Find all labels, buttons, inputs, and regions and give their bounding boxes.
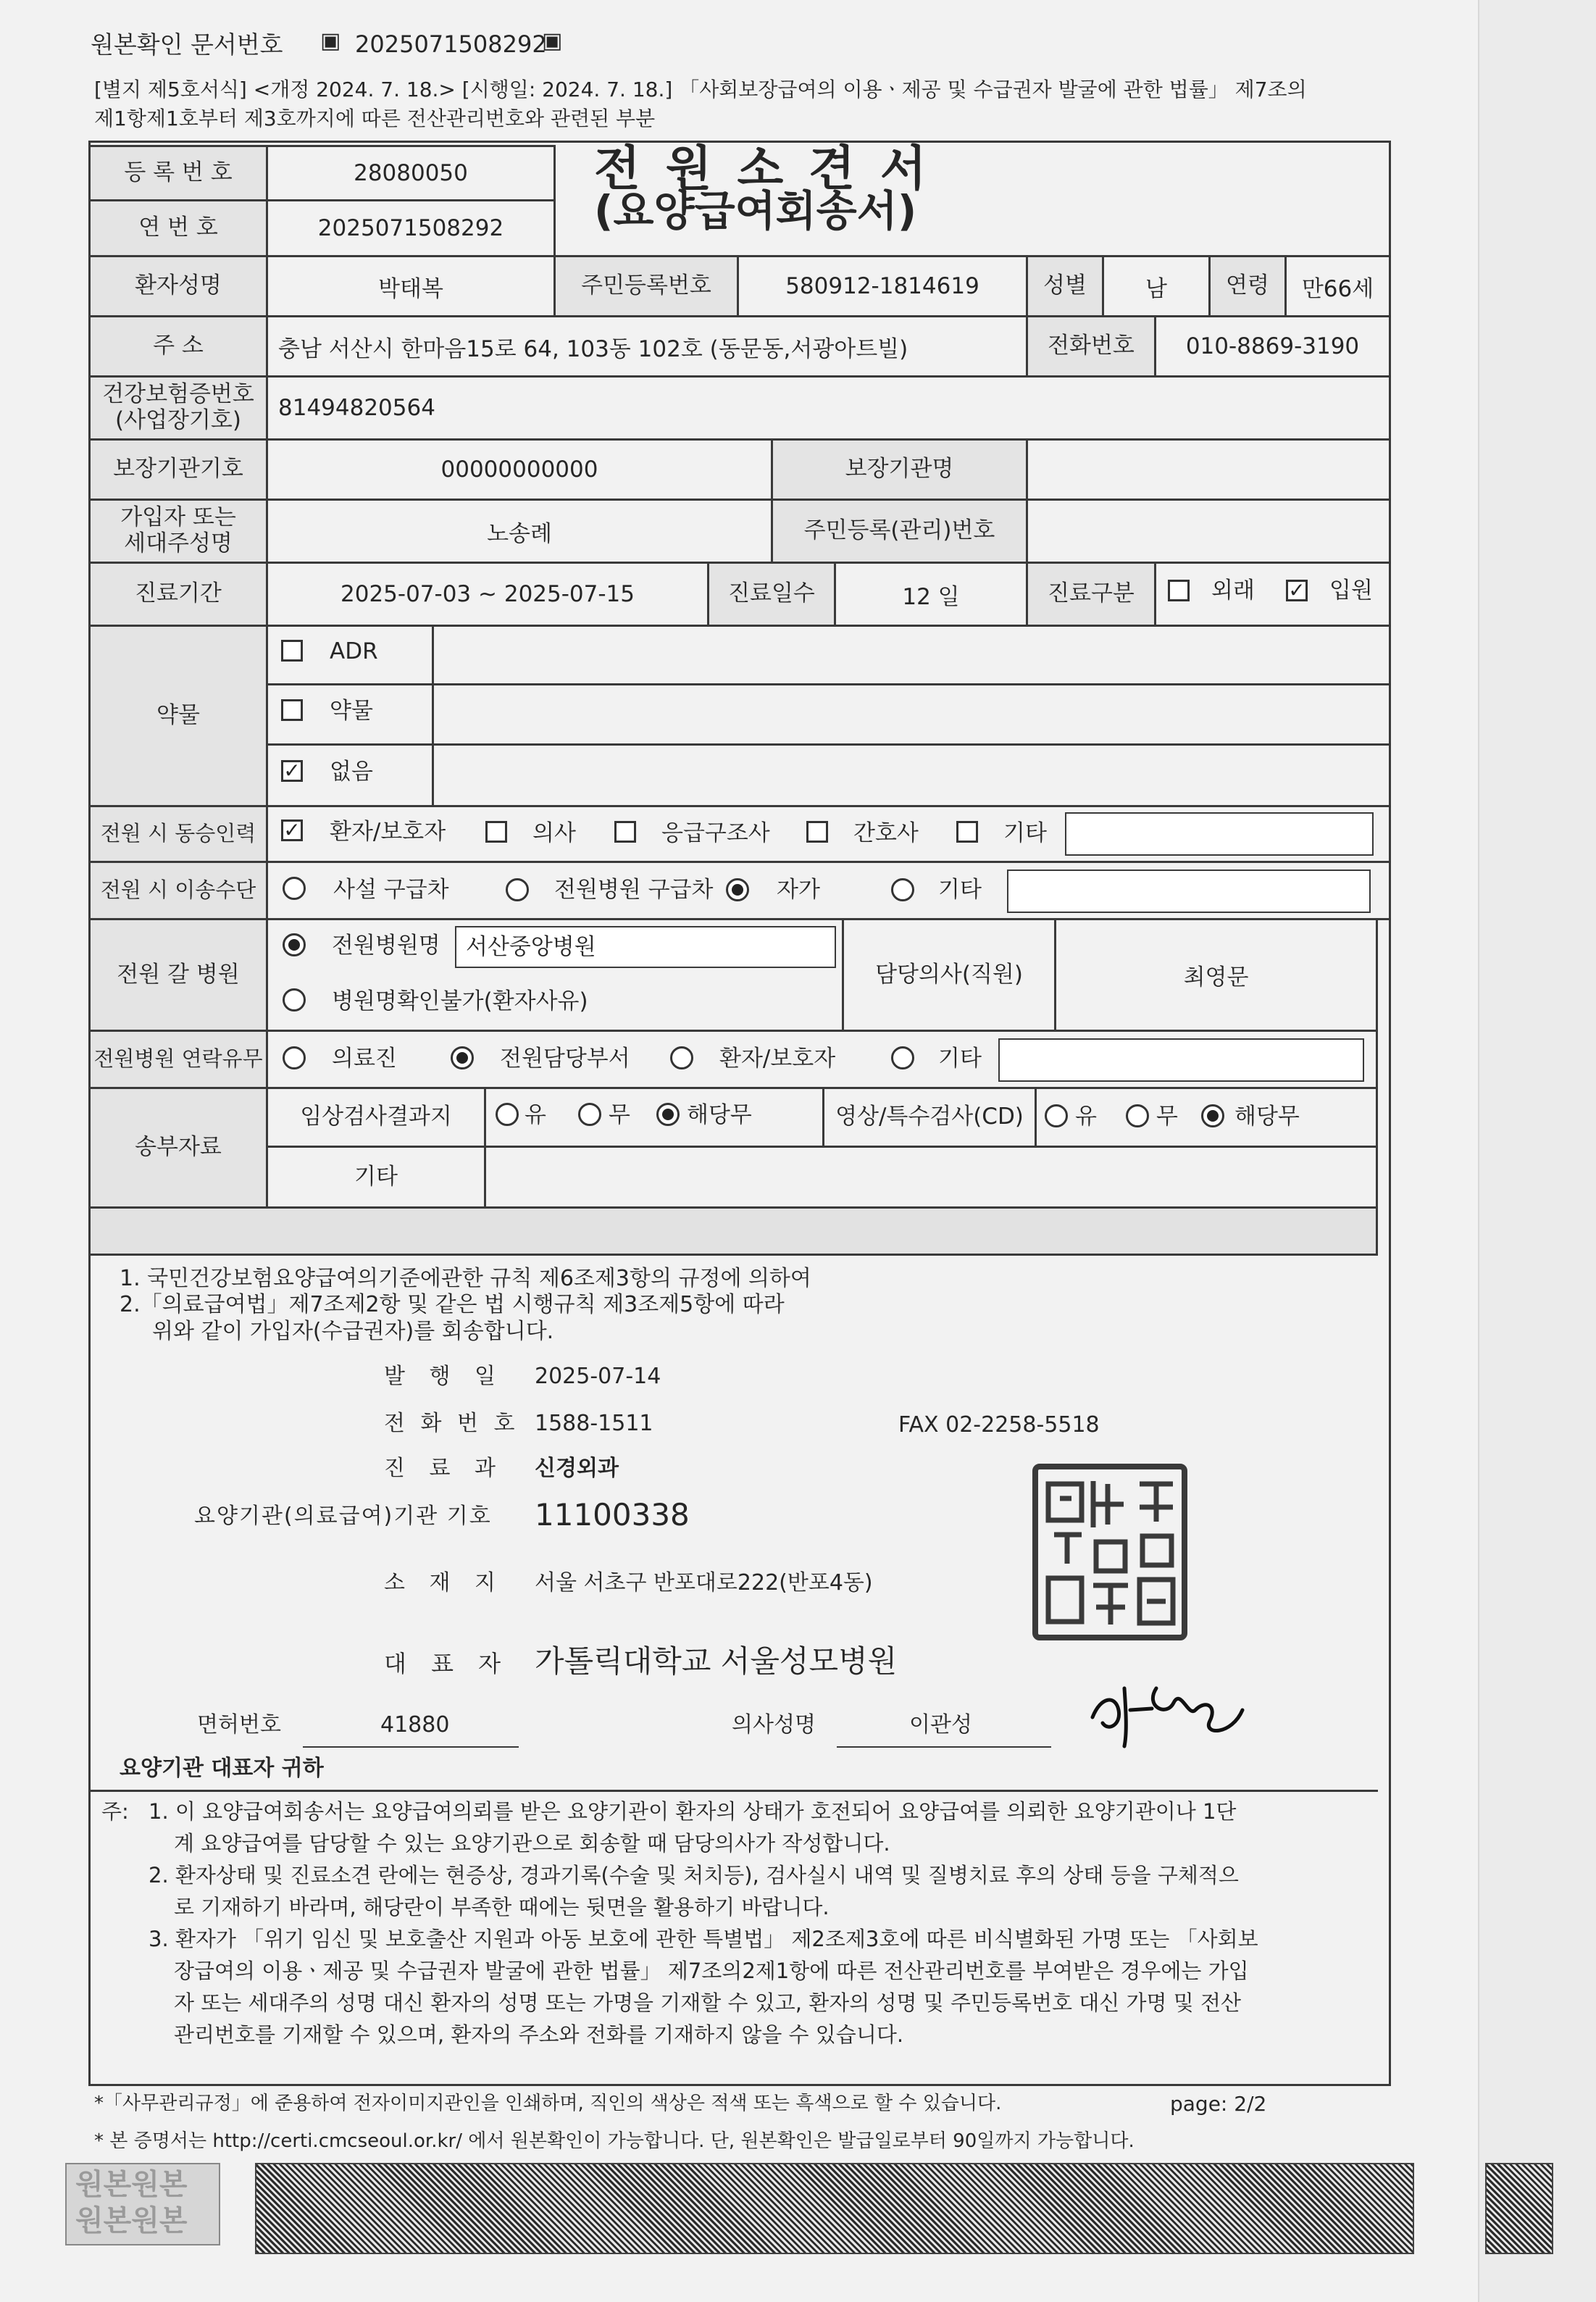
document-subtitle: (요양급여회송서) bbox=[594, 186, 917, 235]
companion-nurse-label: 간호사 bbox=[853, 820, 919, 846]
sex-value: 남 bbox=[1102, 255, 1211, 317]
phone-value: 010-8869-3190 bbox=[1154, 315, 1391, 378]
attach-other-label: 기타 bbox=[266, 1146, 486, 1209]
note-1b: 계 요양급여를 담당할 수 있는 요양기관으로 회송할 때 담당의사가 작성합니다. bbox=[174, 1831, 890, 1856]
representative-label: 대 표 자 bbox=[384, 1650, 510, 1677]
clinical-no-label: 무 bbox=[609, 1102, 630, 1128]
issue-date-value: 2025-07-14 bbox=[535, 1364, 661, 1389]
contact-medical-label: 의료진 bbox=[332, 1046, 397, 1072]
subscriber-label bbox=[88, 499, 268, 564]
page-number: page: 2/2 bbox=[1170, 2092, 1267, 2116]
doc-number: 2025071508292 bbox=[355, 30, 547, 58]
facility-code-value: 11100338 bbox=[535, 1497, 690, 1532]
imaging-no-radio[interactable] bbox=[1126, 1104, 1149, 1127]
companion-doctor-checkbox[interactable] bbox=[485, 821, 507, 843]
serial-value: 2025071508292 bbox=[266, 199, 556, 257]
doctor-name-value: 이관성 bbox=[909, 1712, 972, 1738]
subscriber-value: 노송례 bbox=[266, 499, 773, 564]
destination-hospital-value: 서산중앙병원 bbox=[466, 934, 596, 960]
underlying-page bbox=[1478, 0, 1596, 2302]
imaging-label: 영상/특수검사(CD) bbox=[822, 1087, 1037, 1148]
patient-name-value: 박태복 bbox=[266, 255, 556, 317]
reg-no-value: 28080050 bbox=[266, 145, 556, 201]
note-2a: 2. 환자상태 및 진료소견 란에는 현증상, 경과기록(수술 및 처치등), 검사실시 내역 및 질병치료 후의 상태 등을 구체적으 bbox=[149, 1863, 1239, 1888]
destination-unknown-radio[interactable] bbox=[283, 988, 306, 1012]
serial-label: 연 번 호 bbox=[88, 199, 268, 257]
destination-unknown-label: 병원명확인불가(환자사유) bbox=[332, 988, 588, 1014]
doc-number-label: 원본확인 문서번호 bbox=[91, 30, 283, 59]
period-value: 2025-07-03 ~ 2025-07-15 bbox=[266, 562, 709, 627]
declaration-line2: 2.「의료급여법」제7조제2항 및 같은 법 시행규칙 제3조제5항에 따라 bbox=[120, 1292, 785, 1317]
clinical-results-label: 임상검사결과지 bbox=[266, 1087, 486, 1148]
companion-patient-checkbox[interactable]: ✓ bbox=[281, 820, 303, 841]
note-3c: 자 또는 세대주의 성명 대신 환자의 성명 또는 가명을 기재할 수 있고, 환자의 성명 및 주민등록번호 대신 가명 및 전산 bbox=[174, 1990, 1242, 2015]
inpatient-label: 입원 bbox=[1329, 577, 1373, 604]
days-label: 진료일수 bbox=[707, 562, 836, 627]
notes-top-border bbox=[88, 1790, 1378, 1792]
none-checkbox[interactable]: ✓ bbox=[281, 760, 303, 782]
backsheet-barcode bbox=[1485, 2163, 1553, 2254]
clinical-na-label: 해당무 bbox=[687, 1102, 752, 1128]
subscriber-label-line1: 가입자 또는 bbox=[120, 504, 236, 531]
attachments-label: 송부자료 bbox=[88, 1087, 268, 1209]
transport-other-label: 기타 bbox=[938, 877, 982, 903]
period-label: 진료기간 bbox=[88, 562, 268, 627]
tel-value: 1588-1511 bbox=[535, 1411, 653, 1436]
issue-date-label: 발 행 일 bbox=[384, 1364, 505, 1389]
subscriber-rrn-value bbox=[1026, 499, 1391, 564]
facility-code-label: 요양기관(의료급여)기관 기호 bbox=[194, 1504, 492, 1529]
license-label: 면허번호 bbox=[197, 1712, 281, 1738]
dept-value: 신경외과 bbox=[535, 1456, 619, 1481]
license-underline bbox=[303, 1746, 519, 1748]
document-title: 전 원 소 견 서 bbox=[594, 141, 931, 196]
outpatient-label: 외래 bbox=[1211, 577, 1255, 604]
doctor-underline bbox=[837, 1746, 1051, 1748]
notes-head: 주: bbox=[101, 1799, 129, 1824]
institution-code-label: 보장기관기호 bbox=[88, 438, 268, 501]
verification-barcode bbox=[255, 2163, 1414, 2254]
contact-patient-label: 환자/보호자 bbox=[719, 1046, 836, 1072]
location-value: 서울 서초구 반포대로222(반포4동) bbox=[535, 1570, 873, 1596]
representative-value: 가톨릭대학교 서울성모병원 bbox=[535, 1643, 898, 1679]
barcode-mark-icon: ▣ bbox=[542, 28, 563, 54]
transport-label: 전원 시 이송수단 bbox=[88, 861, 268, 920]
outpatient-checkbox[interactable] bbox=[1168, 580, 1190, 601]
companion-other-input[interactable] bbox=[1065, 812, 1374, 856]
rrn-value: 580912-1814619 bbox=[737, 255, 1028, 317]
doctor-name-label: 의사성명 bbox=[732, 1712, 816, 1738]
note-3b: 장급여의 이용ㆍ제공 및 수급권자 발굴에 관한 법률」 제7조의2제1항에 따른 전산관리번호를 부여받은 경우에는 가입 bbox=[174, 1959, 1249, 1983]
barcode-mark-icon: ▣ bbox=[320, 28, 341, 54]
contact-medical-radio[interactable] bbox=[283, 1046, 306, 1069]
clinical-yes-radio[interactable] bbox=[496, 1103, 519, 1126]
original-stamp bbox=[65, 2163, 220, 2245]
subscriber-rrn-label: 주민등록(관리)번호 bbox=[771, 499, 1028, 564]
transport-hospital-radio[interactable] bbox=[506, 878, 529, 901]
transport-self-radio[interactable] bbox=[726, 878, 749, 901]
insurance-label-line1: 건강보험증번호 bbox=[102, 381, 254, 408]
form-reference-line2: 제1항제1호부터 제3호까지에 따른 전산관리번호와 관련된 부분 bbox=[94, 107, 656, 130]
transport-other-input[interactable] bbox=[1007, 869, 1371, 913]
declaration-line1: 1. 국민건강보험요양급여의기준에관한 규칙 제6조제3항의 규정에 의하여 bbox=[120, 1266, 811, 1291]
institution-name-label: 보장기관명 bbox=[771, 438, 1028, 501]
drug-adr-detail[interactable] bbox=[432, 625, 1391, 685]
drug-item-label: 약물 bbox=[330, 698, 373, 724]
note-1a: 1. 이 요양급여회송서는 요양급여의뢰를 받은 요양기관이 환자의 상태가 호전되어 요양급여를 의뢰한 요양기관이나 1단 bbox=[149, 1799, 1237, 1824]
destination-name-label: 전원병원명 bbox=[332, 933, 440, 959]
phone-label: 전화번호 bbox=[1026, 315, 1156, 378]
patient-name-label: 환자성명 bbox=[88, 255, 268, 317]
clinical-yes-label: 유 bbox=[525, 1102, 546, 1128]
stamp-line1: 원본원본 bbox=[75, 2168, 188, 2201]
transport-private-label: 사설 구급차 bbox=[333, 877, 449, 903]
fax-value: FAX 02-2258-5518 bbox=[898, 1412, 1100, 1438]
signature-icon bbox=[1087, 1667, 1253, 1753]
attach-other-value[interactable] bbox=[484, 1146, 1378, 1209]
note-3a: 3. 환자가 「위기 임신 및 보호출산 지원과 아동 보호에 관한 특별법」 제2조제3호에 따른 비식별화된 가명 또는 「사회보 bbox=[149, 1927, 1258, 1951]
stamp-line2: 원본원본 bbox=[75, 2204, 188, 2238]
form-reference-line1: [별지 제5호서식] <개정 2024. 7. 18.> [시행일: 2024. 7. 18.] 「사회보장급여의 이용ㆍ제공 및 수급권자 발굴에 관한 법률」 제7조의 bbox=[94, 78, 1307, 101]
footer-note-2: * 본 증명서는 http://certi.cmcseoul.or.kr/ 에서 원본확인이 가능합니다. 단, 원본확인은 발급일로부터 90일까지 가능합니다. bbox=[94, 2130, 1135, 2152]
transport-private-radio[interactable] bbox=[283, 877, 306, 900]
imaging-no-label: 무 bbox=[1156, 1104, 1178, 1130]
subscriber-label-line2: 세대주성명 bbox=[124, 530, 233, 556]
insurance-label-line2: (사업장기호) bbox=[115, 407, 241, 433]
transport-self-label: 자가 bbox=[777, 877, 820, 903]
drug-none-detail bbox=[432, 743, 1391, 807]
addressee: 요양기관 대표자 귀하 bbox=[120, 1756, 324, 1781]
destination-name-radio[interactable] bbox=[283, 933, 306, 956]
institution-code-value: 00000000000 bbox=[266, 438, 773, 501]
destination-label: 전원 갈 병원 bbox=[88, 918, 268, 1032]
contact-label: 전원병원 연락유무 bbox=[88, 1030, 268, 1089]
imaging-na-label: 해당무 bbox=[1234, 1104, 1300, 1130]
official-seal bbox=[1032, 1464, 1187, 1640]
drug-label: 약물 bbox=[88, 625, 268, 807]
footer-note-1: *「사무관리규정」에 준용하여 전자이미지관인을 인쇄하며, 직인의 색상은 적색 또는 흑색으로 할 수 있습니다. bbox=[94, 2093, 1002, 2114]
contact-other-input[interactable] bbox=[998, 1038, 1364, 1082]
reg-no-label: 등 록 번 호 bbox=[88, 145, 268, 201]
days-value: 12 일 bbox=[834, 562, 1028, 627]
contact-other-label: 기타 bbox=[938, 1046, 982, 1072]
care-type-label: 진료구분 bbox=[1026, 562, 1156, 627]
inpatient-checkbox[interactable]: ✓ bbox=[1286, 580, 1308, 601]
clinical-no-radio[interactable] bbox=[578, 1103, 601, 1126]
doctor-label: 담당의사(직원) bbox=[842, 918, 1056, 1032]
location-label: 소 재 지 bbox=[384, 1570, 505, 1596]
companion-nurse-checkbox[interactable] bbox=[806, 821, 828, 843]
seal-pattern-icon bbox=[1038, 1469, 1182, 1635]
age-label: 연령 bbox=[1208, 255, 1287, 317]
insurance-label bbox=[88, 375, 268, 441]
imaging-yes-radio[interactable] bbox=[1045, 1104, 1068, 1127]
note-2b: 로 기재하기 바라며, 해당란이 부족한 때에는 뒷면을 활용하기 바랍니다. bbox=[174, 1895, 830, 1919]
address-value: 충남 서산시 한마음15로 64, 103동 102호 (동문동,서광아트빌) bbox=[266, 315, 1028, 378]
drug-checkbox[interactable] bbox=[281, 699, 303, 721]
blank-band bbox=[88, 1206, 1378, 1256]
companion-other-checkbox[interactable] bbox=[956, 821, 978, 843]
imaging-na-radio[interactable] bbox=[1201, 1104, 1224, 1127]
companion-doctor-label: 의사 bbox=[532, 820, 576, 846]
companion-label: 전원 시 동승인력 bbox=[88, 805, 268, 863]
doctor-value: 최영문 bbox=[1054, 918, 1378, 1032]
none-label: 없음 bbox=[330, 759, 373, 785]
rrn-label: 주민등록번호 bbox=[553, 255, 739, 317]
institution-name-value bbox=[1026, 438, 1391, 501]
note-3d: 관리번호를 기재할 수 있으며, 환자의 주소와 전화를 기재하지 않을 수 있습니다. bbox=[174, 2022, 904, 2047]
drug-drug-detail[interactable] bbox=[432, 683, 1391, 746]
sex-label: 성별 bbox=[1026, 255, 1104, 317]
clinical-na-radio[interactable] bbox=[656, 1103, 680, 1126]
declaration-line3: 위와 같이 가입자(수급권자)를 회송합니다. bbox=[152, 1319, 554, 1344]
contact-other-radio[interactable] bbox=[891, 1046, 914, 1069]
contact-patient-radio[interactable] bbox=[670, 1046, 693, 1069]
address-label: 주 소 bbox=[88, 315, 268, 378]
adr-checkbox[interactable] bbox=[281, 640, 303, 662]
dept-label: 진 료 과 bbox=[384, 1456, 505, 1481]
companion-emt-label: 응급구조사 bbox=[661, 820, 770, 846]
contact-dept-radio[interactable] bbox=[451, 1046, 474, 1069]
transport-other-radio[interactable] bbox=[891, 878, 914, 901]
transport-hospital-label: 전원병원 구급차 bbox=[554, 877, 714, 903]
companion-other-label: 기타 bbox=[1003, 820, 1047, 846]
contact-dept-label: 전원담당부서 bbox=[500, 1046, 630, 1072]
companion-emt-checkbox[interactable] bbox=[614, 821, 636, 843]
adr-label: ADR bbox=[330, 638, 378, 664]
license-value: 41880 bbox=[380, 1712, 450, 1738]
insurance-value: 81494820564 bbox=[266, 375, 1391, 441]
tel-label: 전 화 번 호 bbox=[384, 1411, 519, 1436]
age-value: 만66세 bbox=[1284, 255, 1391, 317]
imaging-yes-label: 유 bbox=[1075, 1104, 1097, 1130]
companion-patient-label: 환자/보호자 bbox=[330, 819, 446, 845]
